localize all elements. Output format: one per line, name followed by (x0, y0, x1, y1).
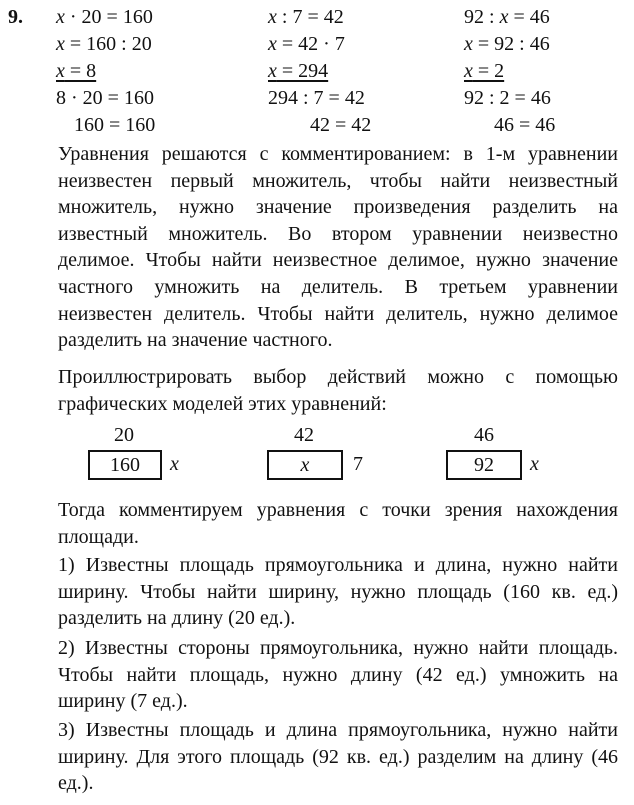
equation-text: = 294 (276, 60, 329, 82)
equation-line (268, 4, 344, 31)
equation-text: = 160 : 20 (64, 33, 152, 55)
equation-answer (464, 58, 504, 85)
area-step-1: 1) Известны площадь прямоугольника и длина, нужно найти ширину. Чтобы найти ширину, нужно площадь (160 кв. ед.) разделить на длину (20 ед.). (58, 554, 618, 630)
model-inside-value: 160 (110, 454, 140, 476)
equation-text: 46 = 46 (494, 114, 556, 136)
task-number: 9. (8, 6, 23, 28)
equation-line (464, 31, 550, 58)
variable-x: x (56, 33, 65, 55)
variable-x: x (530, 453, 539, 475)
illustration-intro: Проиллюстрировать выбор действий можно с помощью графических моделей этих уравнений: (58, 366, 618, 415)
model-top-label: 46 (474, 424, 494, 446)
equation-check (268, 85, 365, 112)
area-intro-paragraph: Тогда комментируем уравнения с точки зрения нахождения площади. (58, 499, 618, 548)
equation-text: : 7 = 42 (276, 6, 344, 28)
equation-line (56, 31, 152, 58)
model-rectangle (88, 450, 162, 480)
area-step-3: 3) Известны площадь и длина прямоугольника, нужно найти ширину. Для этого площадь (92 кв. ед.) разделим на длину (46 ед.). (58, 719, 618, 795)
model-top-label: 42 (294, 424, 314, 446)
variable-x: x (268, 33, 277, 55)
equation-text: · 20 = 160 (64, 6, 153, 28)
model-side-label (530, 453, 539, 476)
equation-text: 8 · 20 = 160 (56, 87, 154, 109)
explanation-paragraph: Уравнения решаются с комментированием: в 1-м уравнении неизвестен первый множитель, чтобы найти неизвестный множитель, нужно значение произведения разделить на известный множитель. Во втором уравнении неизвестно делимое. Чтобы найти неизвестное делимое, нужно значение частного умножить на делитель. В третьем уравнении неизвестен делитель. Чтобы найти делитель, нужно делимое разделить на значение частного. (58, 143, 618, 352)
equation-text: = 42 · 7 (276, 33, 345, 55)
equation-text: 42 = 42 (310, 114, 372, 136)
area-step-2: 2) Известны стороны прямоугольника, нужно найти площадь. Чтобы найти площадь, нужно длину (42 ед.) умножить на ширину (7 ед.). (58, 637, 618, 713)
equation-text: = 8 (64, 60, 97, 82)
variable-x: x (499, 6, 509, 28)
equation-text: 92 : 2 = 46 (464, 87, 551, 109)
model-inside-value: 92 (474, 454, 494, 476)
equation-text: 160 = 160 (74, 114, 156, 136)
equation-check (464, 85, 551, 112)
equation-answer (56, 58, 96, 85)
equation-check-result (494, 112, 555, 139)
variable-x: x (300, 454, 310, 476)
equation-line (464, 4, 550, 31)
equation-text: = 2 (472, 60, 505, 82)
model-side-label: 7 (353, 453, 363, 475)
equation-text: 294 : 7 = 42 (268, 87, 365, 109)
equation-line (268, 31, 345, 58)
equation-check (56, 85, 154, 112)
equation-line (56, 4, 153, 31)
variable-x: x (56, 60, 65, 82)
variable-x: x (464, 60, 473, 82)
equation-check-result (310, 112, 371, 139)
model-side-label (170, 453, 179, 476)
equation-answer (268, 58, 328, 85)
equation-check-result (74, 112, 155, 139)
model-rectangle (446, 450, 522, 480)
variable-x: x (268, 60, 277, 82)
model-top-label: 20 (114, 424, 134, 446)
variable-x: x (464, 33, 473, 55)
variable-x: x (56, 6, 65, 28)
model-rectangle (267, 450, 343, 480)
equation-text: 92 : (464, 6, 500, 28)
equation-text: = 46 (508, 6, 550, 28)
equation-text: = 92 : 46 (472, 33, 550, 55)
variable-x: x (170, 453, 179, 475)
variable-x: x (268, 6, 277, 28)
